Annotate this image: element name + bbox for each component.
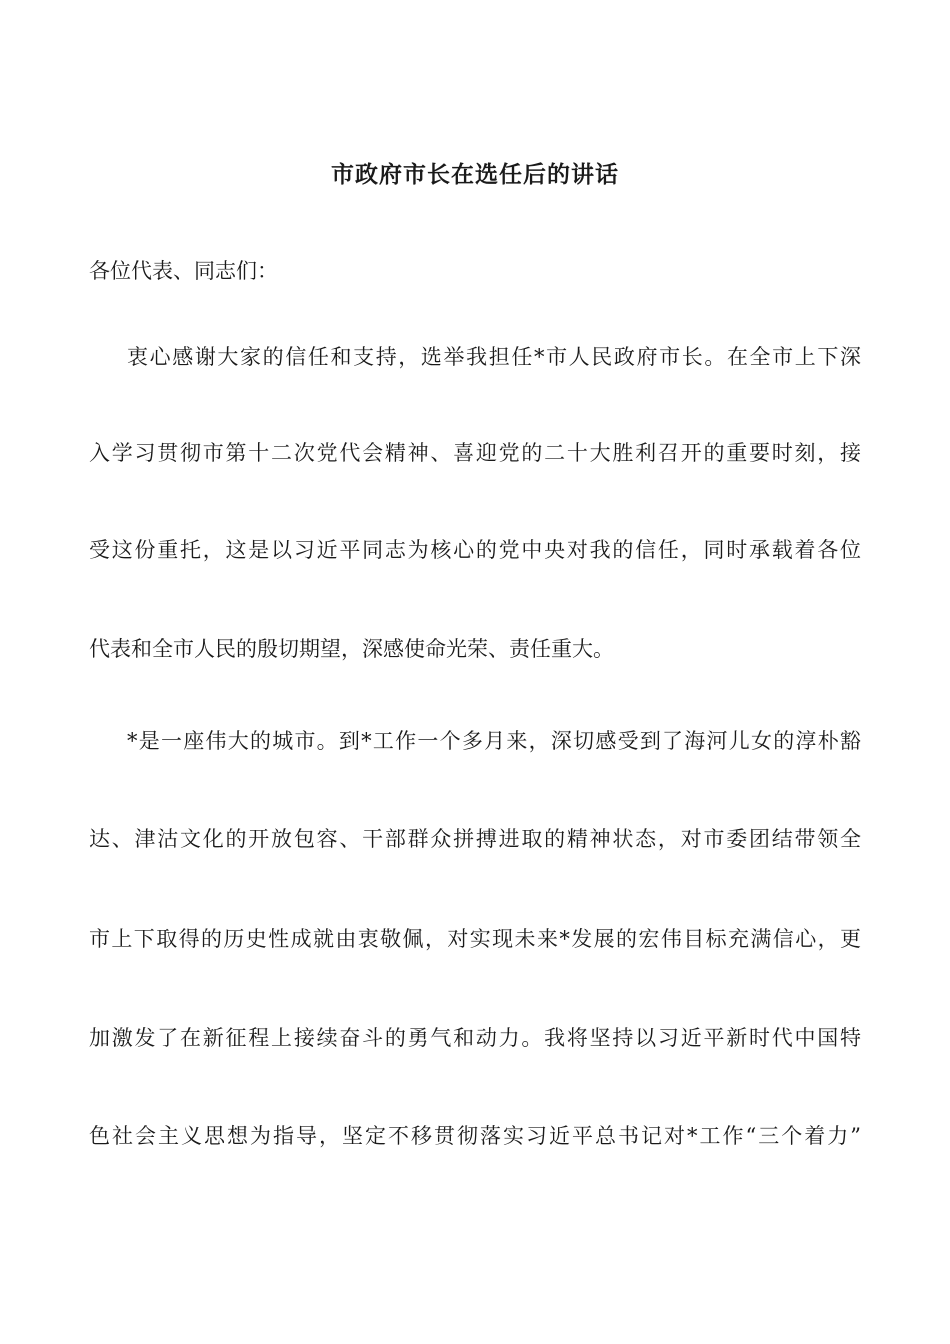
paragraph-line: 色社会主义思想为指导，坚定不移贯彻落实习近平总书记对*工作“三个着力” bbox=[89, 1124, 861, 1148]
paragraph-line: 达、津沽文化的开放包容、干部群众拼搏进取的精神状态，对市委团结带领全 bbox=[89, 827, 861, 851]
salutation: 各位代表、同志们： bbox=[89, 259, 278, 283]
document-title: 市政府市长在选任后的讲话 bbox=[331, 161, 619, 188]
paragraph-line: 衷心感谢大家的信任和支持，选举我担任*市人民政府市长。在全市上下深 bbox=[127, 345, 861, 369]
paragraph-line: 代表和全市人民的殷切期望，深感使命光荣、责任重大。 bbox=[89, 637, 614, 661]
paragraph-line: 入学习贯彻市第十二次党代会精神、喜迎党的二十大胜利召开的重要时刻，接 bbox=[89, 441, 861, 465]
paragraph-line: 受这份重托，这是以习近平同志为核心的党中央对我的信任，同时承载着各位 bbox=[89, 538, 861, 562]
paragraph-line: 市上下取得的历史性成就由衷敬佩，对实现未来*发展的宏伟目标充满信心，更 bbox=[89, 927, 861, 951]
paragraph-line: 加激发了在新征程上接续奋斗的勇气和动力。我将坚持以习近平新时代中国特 bbox=[89, 1026, 861, 1050]
paragraph-line: *是一座伟大的城市。到*工作一个多月来，深切感受到了海河儿女的淳朴豁 bbox=[127, 729, 861, 753]
